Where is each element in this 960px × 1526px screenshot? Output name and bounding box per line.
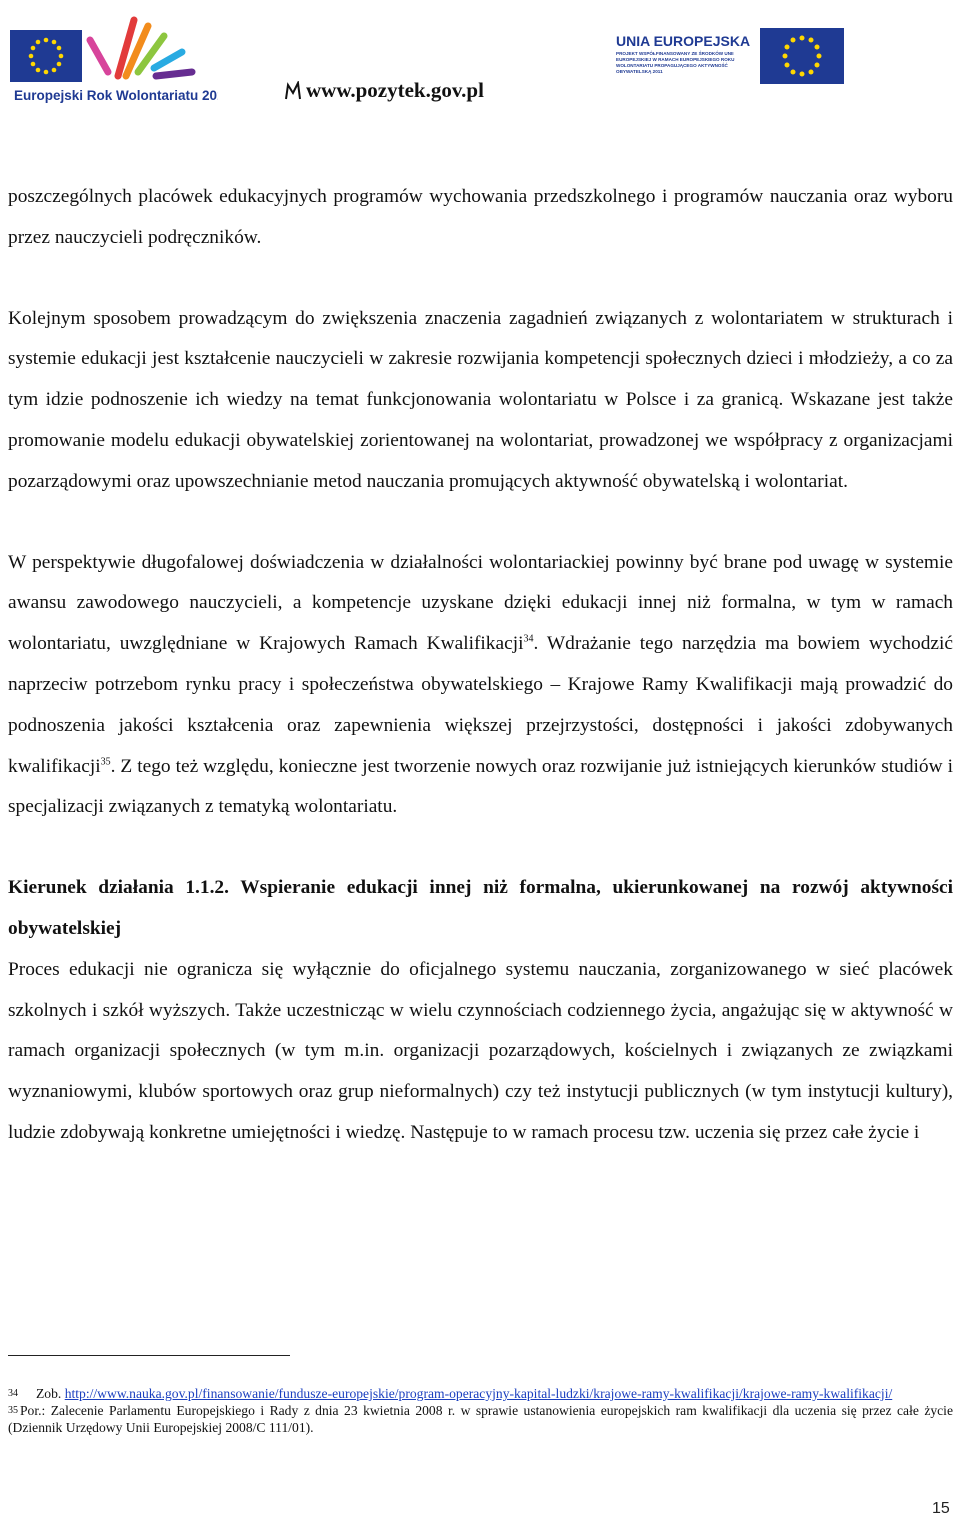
page-number: 15: [932, 1500, 950, 1517]
paragraph-3-part-b: . Wdrażanie tego narzędzia ma bowiem wychodzić naprzeciw potrzebom rynku pracy i społeczeństwa obywatelskiego – Krajowe Ramy Kwalifikacji mają prowadzić do podnoszenia jakości kształcenia oraz zapewnienia większej przejrzystości, dostępności i jakości zdobywanych kwalifikacji: [8, 633, 953, 777]
eyv-2011-logo: [6, 6, 218, 106]
paragraph-4: Proces edukacji nie ogranicza się wyłącznie do oficjalnego systemu nauczania, zorganizowanego w sieć placówek szkolnych i szkół wyższych. Także uczestnicząc w wielu czynnościach codziennego życia, angażując się w aktywność w ramach organizacji społecznych (w tym m.in. organizacji pozarządowych, kościelnych i związanych ze związkami wyznaniowymi, klubów sportowych oraz grup nieformalnych) czy też instytucji publicznych (w tym instytucji kultury), ludzie zdobywają konkretne umiejętności i wiedzę. Następuje to w ramach procesu tzw. uczenia się przez całe życie i: [8, 958, 953, 1143]
footnote-prefix: Zob.: [36, 1386, 65, 1401]
footnote-number: 34: [8, 1388, 18, 1399]
eu-line-4: OBYWATELSKĄ 2011: [616, 69, 663, 74]
footnote-separator: [8, 1355, 290, 1356]
page-header: [0, 0, 960, 115]
document-body: [8, 177, 953, 1154]
paragraph-1: poszczególnych placówek edukacyjnych programów wychowania przedszkolnego i programów nauczania oraz wyboru przez nauczycieli podręczników.: [8, 186, 953, 248]
pozytek-icon: [284, 81, 302, 101]
eu-line-1: PROJEKT WSPÓŁFINANSOWANY ZE ŚRODKÓW UNII: [616, 51, 734, 56]
section-heading: Kierunek działania 1.1.2. Wspieranie edukacji innej niż formalna, ukierunkowanej na rozwój aktywności obywatelskiej: [8, 877, 953, 939]
footnote-number: 35: [8, 1405, 18, 1416]
eu-logo: [590, 6, 852, 106]
footnote-ref-34[interactable]: 34: [523, 633, 534, 645]
footnotes: [8, 1385, 953, 1436]
eu-line-3: WOLONTARIATU PROPAGUJĄCEGO AKTYWNOŚĆ: [616, 63, 728, 68]
left-logo-text: Europejski Rok Wolontariatu 2011: [14, 88, 218, 103]
paragraph-2: Kolejnym sposobem prowadzącym do zwiększenia znaczenia zagadnień związanych z wolontariatem w strukturach i systemie edukacji jest kształcenie nauczycieli w zakresie rozwijania kompetencji społecznych dzieci i młodzieży, a co za tym idzie podnoszenie ich wiedzy na temat funkcjonowania wolontariatu w Polsce i za granicą. Wskazane jest także promowanie modelu edukacji obywatelskiej zorientowanej na wolontariat, prowadzonej we współpracy z organizacjami pozarządowymi oraz upowszechnianie metod nauczania promujących aktywność obywatelską i wolontariat.: [8, 307, 953, 492]
footnote-34: [8, 1385, 953, 1402]
url-text: www.pozytek.gov.pl: [306, 78, 484, 102]
footnote-35: [8, 1402, 953, 1436]
paragraph-3-part-a: W perspektywie długofalowej doświadczenia w działalności wolontariackiej powinny być brane pod uwagę w systemie awansu zawodowego nauczycieli, a kompetencje uzyskane dzięki edukacji innej niż formalna, w tym w ramach wolontariatu, uwzględniane w Krajowych Ramach Kwalifikacji: [8, 551, 953, 655]
paragraph-3-part-c: . Z tego też względu, konieczne jest tworzenie nowych oraz rozwijanie już istniejących kierunków studiów i specjalizacji związanych z tematyką wolontariatu.: [8, 755, 953, 818]
paragraph-3: [8, 543, 953, 829]
eu-title: UNIA EUROPEJSKA: [616, 33, 751, 49]
footnote-text: Por.: Zalecenie Parlamentu Europejskiego i Rady z dnia 23 kwietnia 2008 r. w sprawie ustanowienia europejskich ram kwalifikacji dla uczenia się przez całe życie (Dziennik Urzędowy Unii Europejskiej 2008/C 111/01).: [8, 1403, 953, 1435]
eu-line-2: EUROPEJSKIEJ W RAMACH EUROPEJSKIEGO ROKU: [616, 57, 735, 62]
footnote-link[interactable]: http://www.nauka.gov.pl/finansowanie/fundusze-europejskie/program-operacyjny-kapital-ludzki/krajowe-ramy-kwalifikacji/krajowe-ramy-kwalifikacji/: [64, 1386, 893, 1401]
website-url: [284, 78, 484, 103]
footnote-ref-35[interactable]: 35: [100, 756, 111, 768]
